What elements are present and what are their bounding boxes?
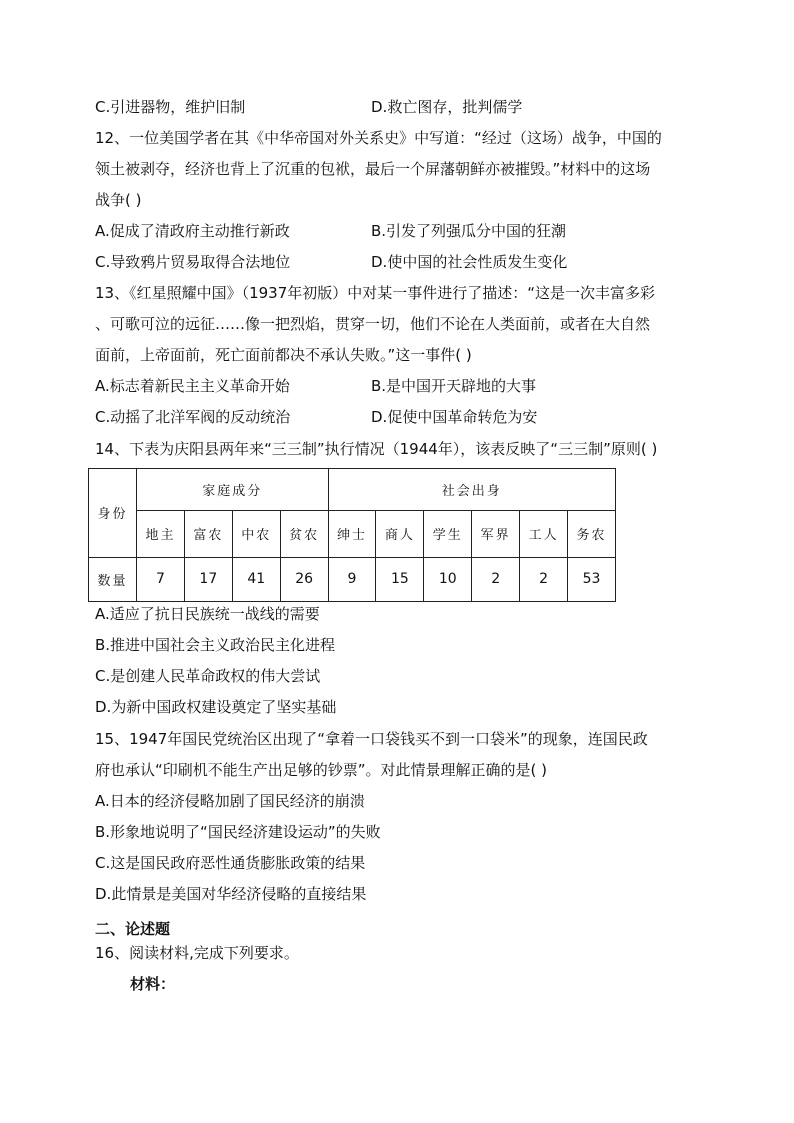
q13-stem-line-1: 13、《红星照耀中国》（1937年初版）中对某一事件进行了描述：“这是一次丰富多彩 [95, 284, 656, 302]
q13-option-c: C.动摇了北洋军阀的反动统治 [95, 408, 291, 426]
table-col-header: 工人 [520, 511, 568, 557]
table-cell: 17 [184, 557, 232, 601]
table-row [89, 557, 616, 601]
q15-stem-line-2: 府也承认“印刷机不能生产出足够的钞票”。对此情景理解正确的是( ) [95, 761, 548, 779]
q12-stem-line-2: 领土被剥夺，经济也背上了沉重的包袱，最后一个屏藩朝鲜亦被摧毁。”材料中的这场 [95, 160, 651, 178]
q16-stem: 16、阅读材料,完成下列要求。 [95, 944, 299, 962]
table-col-header: 军界 [472, 511, 520, 557]
table-cell: 9 [328, 557, 376, 601]
table-group-social: 社会出身 [328, 469, 615, 511]
sansan-stats-table [88, 468, 616, 602]
q13-stem-line-2: 、可歌可泣的远征……像一把烈焰，贯穿一切，他们不论在人类面前，或者在大自然 [95, 315, 651, 333]
table-col-header: 绅士 [328, 511, 376, 557]
q14-option-a: A.适应了抗日民族统一战线的需要 [95, 605, 320, 623]
table-cell: 2 [472, 557, 520, 601]
table-row-header: 身份 [89, 469, 137, 558]
q12-stem-line-3: 战争( ) [95, 191, 142, 209]
q15-option-c: C.这是国民政府恶性通货膨胀政策的结果 [95, 854, 366, 872]
q14-option-d: D.为新中国政权建设奠定了坚实基础 [95, 698, 337, 716]
table-cell: 10 [424, 557, 472, 601]
q15-option-d: D.此情景是美国对华经济侵略的直接结果 [95, 885, 367, 903]
q11-option-d: D.救亡图存，批判儒学 [371, 98, 523, 116]
q12-stem-line-1: 12、一位美国学者在其《中华帝国对外关系史》中写道：“经过（这场）战争，中国的 [95, 129, 662, 147]
q14-option-b: B.推进中国社会主义政治民主化进程 [95, 636, 336, 654]
q12-option-c: C.导致鸦片贸易取得合法地位 [95, 253, 291, 271]
table-col-header: 务农 [568, 511, 616, 557]
q13-option-d: D.促使中国革命转危为安 [371, 408, 538, 426]
table-col-header: 地主 [137, 511, 185, 557]
q15-option-a: A.日本的经济侵略加剧了国民经济的崩溃 [95, 792, 365, 810]
material-label: 材料： [130, 975, 176, 993]
q13-option-b: B.是中国开天辟地的大事 [371, 377, 537, 395]
table-cell: 7 [137, 557, 185, 601]
table-group-family: 家庭成分 [137, 469, 329, 511]
table-col-header: 学生 [424, 511, 472, 557]
q12-option-d: D.使中国的社会性质发生变化 [371, 253, 568, 271]
q12-option-a: A.促成了清政府主动推行新政 [95, 222, 290, 240]
table-row-label: 数量 [89, 557, 137, 601]
q15-option-b: B.形象地说明了“国民经济建设运动”的失败 [95, 823, 381, 841]
section-title: 二、论述题 [95, 920, 171, 938]
q13-stem-line-3: 面前，上帝面前，死亡面前都决不承认失败。”这一事件( ) [95, 346, 472, 364]
table-cell: 15 [376, 557, 424, 601]
q14-option-c: C.是创建人民革命政权的伟大尝试 [95, 667, 321, 685]
q12-option-b: B.引发了列强瓜分中国的狂潮 [371, 222, 567, 240]
table-cell: 2 [520, 557, 568, 601]
table-col-header: 富农 [184, 511, 232, 557]
table-col-header: 贫农 [280, 511, 328, 557]
q15-stem-line-1: 15、1947年国民党统治区出现了“拿着一口袋钱买不到一口袋米”的现象，连国民政 [95, 730, 648, 748]
table-cell: 26 [280, 557, 328, 601]
q11-option-c: C.引进器物，维护旧制 [95, 98, 246, 116]
q13-option-a: A.标志着新民主主义革命开始 [95, 377, 290, 395]
table-col-header: 中农 [232, 511, 280, 557]
table-cell: 53 [568, 557, 616, 601]
q14-stem-line-1: 14、下表为庆阳县两年来“三三制”执行情况（1944年），该表反映了“三三制”原则( ) [95, 440, 658, 458]
table-cell: 41 [232, 557, 280, 601]
table-col-header: 商人 [376, 511, 424, 557]
